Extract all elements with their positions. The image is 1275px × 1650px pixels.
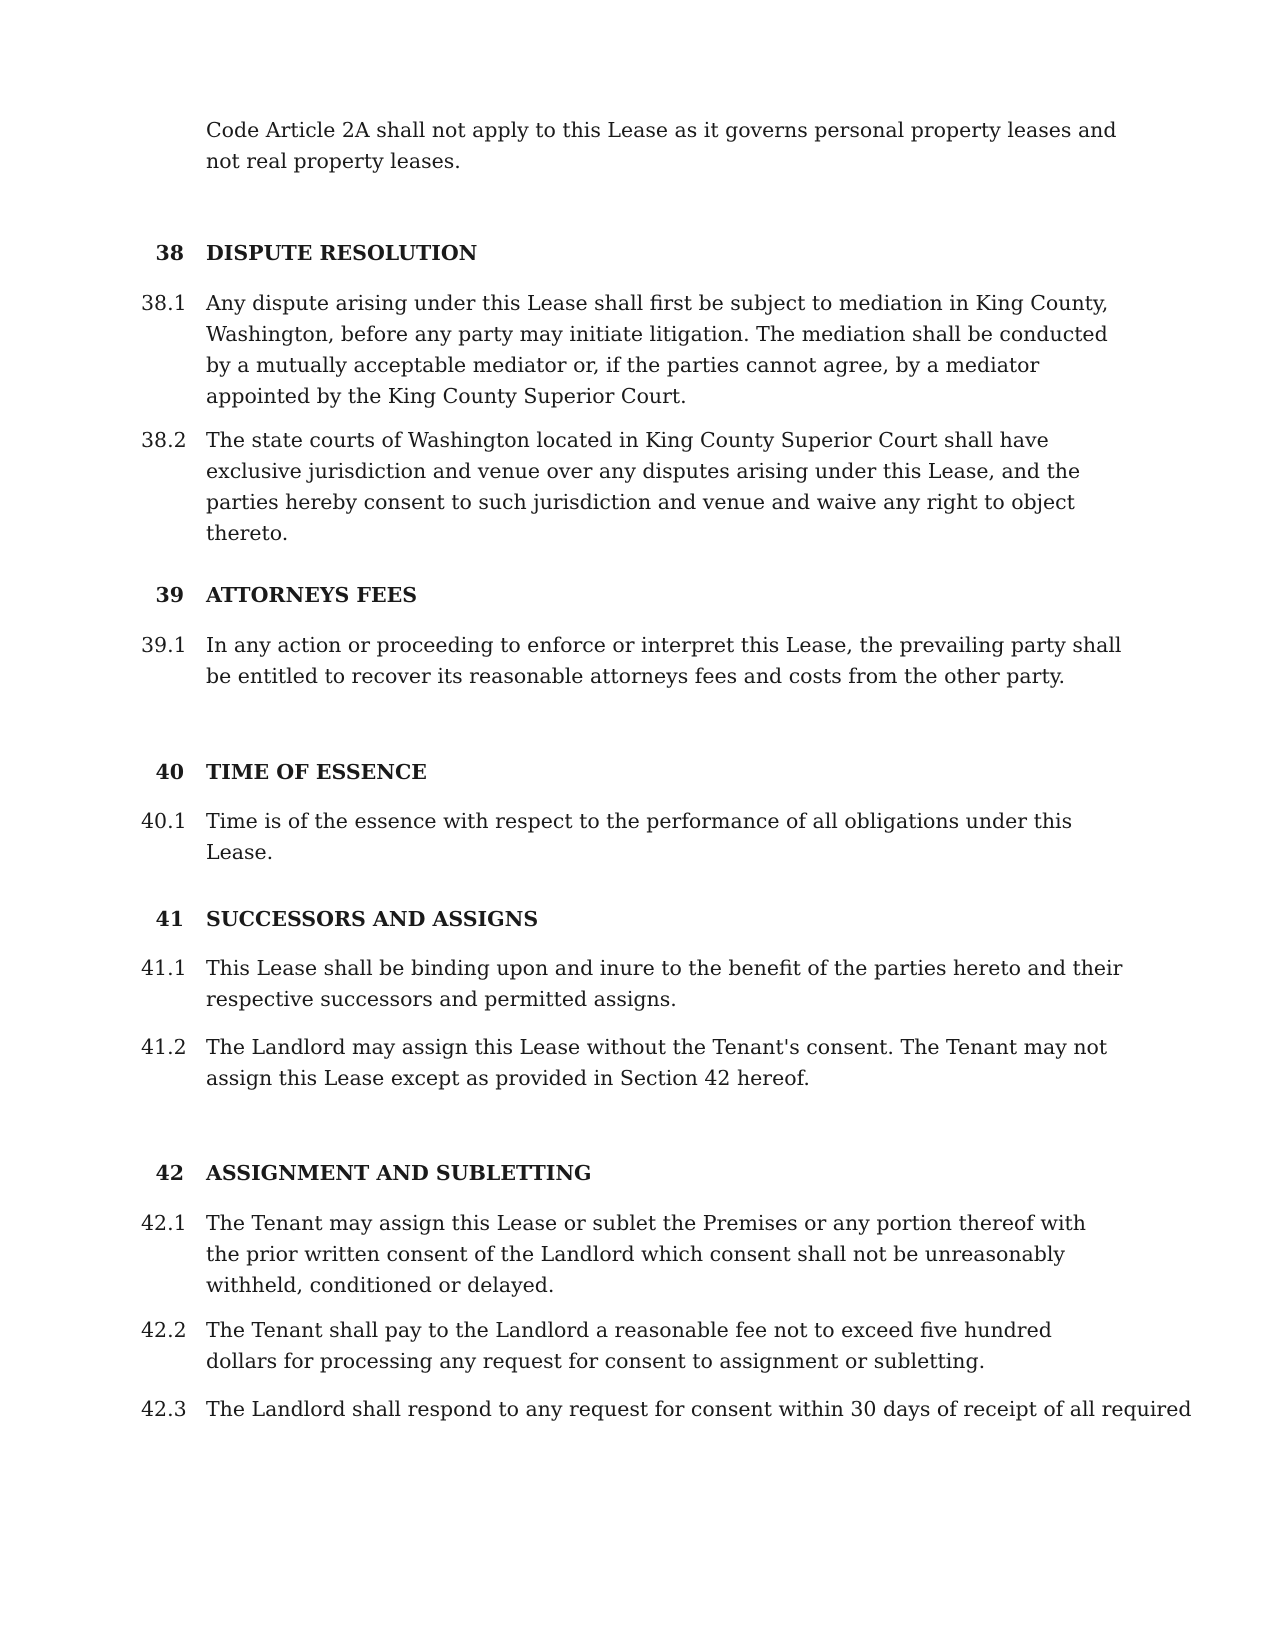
- clause-text: The Landlord may assign this Lease without the Tenant's consent. The Tenant may not assign this Lease except as provided in Section 42 hereof.: [206, 1035, 1108, 1090]
- clause-text: The state courts of Washington located in King County Superior Court shall have exclusive jurisdiction and venue over any disputes arising under this Lease, and the parties hereby consent to such jurisdiction and venue and waive any right to object thereto.: [206, 428, 1081, 545]
- section-title: SUCCESSORS AND ASSIGNS: [206, 907, 539, 931]
- clause-number: 42.3: [141, 1397, 187, 1421]
- clause-text: The Tenant shall pay to the Landlord a reasonable fee not to exceed five hundred dollars for processing any request for consent to assignment or subletting.: [206, 1318, 1052, 1373]
- clause-text: In any action or proceeding to enforce or interpret this Lease, the prevailing party shall be entitled to recover its reasonable attorneys fees and costs from the other party.: [206, 633, 1122, 688]
- section-number: 38: [155, 241, 184, 265]
- clause-number: 42.1: [141, 1211, 187, 1235]
- clause-number: 41.1: [141, 956, 187, 980]
- clause-text: The Landlord shall respond to any request for consent within 30 days of receipt of all required: [206, 1397, 1192, 1421]
- clause-number: 38.2: [141, 428, 187, 452]
- clause-text: Any dispute arising under this Lease shall first be subject to mediation in King County, Washington, before any party may initiate litigation. The mediation shall be conducted by a mutually acceptable mediator or, if the parties cannot agree, by a mediator appointed by the King County Superior Court.: [206, 291, 1109, 408]
- clause-text: The Tenant may assign this Lease or sublet the Premises or any portion thereof with the prior written consent of the Landlord which consent shall not be unreasonably withheld, conditioned or delayed.: [206, 1211, 1086, 1297]
- section-number: 39: [155, 583, 184, 607]
- clause-number: 40.1: [141, 809, 187, 833]
- clause-number: 41.2: [141, 1035, 187, 1059]
- clause-number: 38.1: [141, 291, 187, 315]
- clause-text: This Lease shall be binding upon and inure to the benefit of the parties hereto and their respective successors and permitted assigns.: [206, 956, 1123, 1011]
- section-number: 42: [155, 1161, 184, 1185]
- section-title: ATTORNEYS FEES: [206, 583, 418, 607]
- intro-paragraph: Code Article 2A shall not apply to this Lease as it governs personal property leases and not real property leases.: [206, 118, 1117, 173]
- section-number: 40: [155, 760, 184, 784]
- clause-number: 42.2: [141, 1318, 187, 1342]
- clause-text: Time is of the essence with respect to the performance of all obligations under this Lease.: [206, 809, 1073, 864]
- section-number: 41: [155, 907, 184, 931]
- section-title: TIME OF ESSENCE: [206, 760, 427, 784]
- section-title: DISPUTE RESOLUTION: [206, 241, 478, 265]
- section-title: ASSIGNMENT AND SUBLETTING: [206, 1161, 592, 1185]
- clause-number: 39.1: [141, 633, 187, 657]
